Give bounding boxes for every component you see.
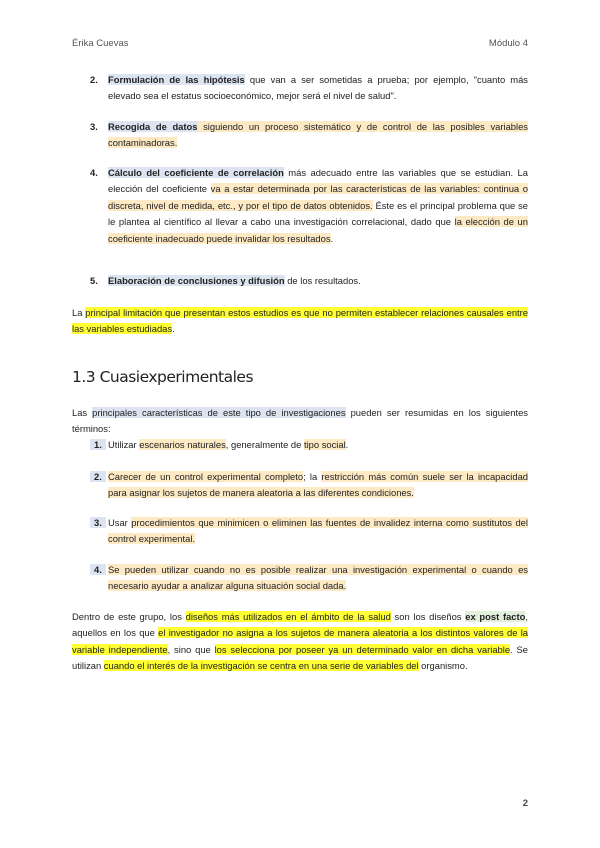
item-text: que van a ser sometidas a prueba; por ejemplo, "cuanto más elevado sea el estatus socioeconómico, mejor será el nivel de salud". bbox=[108, 74, 528, 102]
paragraph-text: organismo. bbox=[418, 660, 468, 672]
paragraph-text: Dentro de este grupo, los bbox=[72, 611, 186, 622]
item-highlight: tipo social bbox=[303, 439, 346, 450]
header-module: Módulo 4 bbox=[488, 38, 528, 49]
list-item bbox=[108, 562, 528, 595]
list-item bbox=[108, 515, 528, 548]
paragraph-text: son los diseños bbox=[390, 611, 466, 622]
paragraph-highlight: cuando el interés de la investigación se centra en una serie de variables del bbox=[103, 660, 419, 672]
paragraph-highlight: diseños más utilizados en el ámbito de la salud bbox=[185, 611, 391, 622]
paragraph-text: pueden ser resumidas en los siguientes términos: bbox=[72, 407, 528, 435]
paragraph-text: , sino que bbox=[167, 643, 215, 655]
list-number: 5. bbox=[90, 275, 98, 286]
list-item bbox=[108, 165, 528, 247]
item-text: más adecuado entre las variables que se estudian. La elección del coeficiente bbox=[108, 167, 528, 195]
paragraph-text: La bbox=[72, 307, 86, 318]
list-number-label: 3. bbox=[90, 517, 106, 528]
item-highlight: Se pueden utilizar cuando no es posible realizar una investigación experimental o cuando es necesario ayudar a analizar alguna situación social dada. bbox=[108, 564, 528, 592]
item-text: Utilizar bbox=[108, 439, 140, 450]
paragraph-text: Las bbox=[72, 407, 93, 418]
limitation-paragraph bbox=[72, 305, 528, 338]
item-text: . bbox=[345, 439, 349, 450]
item-title: Recogida de datos bbox=[108, 121, 198, 132]
item-highlight: suele ser la incapacidad para asignar los sujetos de manera aleatoria a las diferentes condiciones. bbox=[108, 471, 528, 499]
list-item bbox=[108, 437, 528, 453]
final-paragraph bbox=[72, 609, 528, 675]
section-title: 1.3 Cuasiexperimentales bbox=[72, 368, 254, 386]
item-highlight: va a estar determinada por las características de las variables: continua o discreta, nivel de medida, etc., y por el tipo de datos obtenidos. bbox=[108, 183, 529, 211]
item-text: , generalmente de bbox=[225, 439, 304, 450]
intro-paragraph bbox=[72, 405, 528, 438]
header-author: Érika Cuevas bbox=[72, 38, 129, 49]
item-title: Cálculo del coeficiente de correlación bbox=[108, 167, 284, 178]
page-number: 2 bbox=[522, 798, 528, 809]
list-number-label: 2. bbox=[90, 471, 106, 482]
paragraph-highlight: ex post facto bbox=[465, 611, 526, 622]
list-number: 3. bbox=[90, 121, 98, 132]
item-title: Formulación de las hipótesis bbox=[108, 74, 245, 85]
list-number-label: 4. bbox=[90, 564, 106, 575]
list-item bbox=[108, 119, 528, 152]
list-number: 2. bbox=[90, 74, 98, 85]
list-item bbox=[108, 273, 528, 289]
list-number bbox=[90, 469, 106, 485]
item-text: de los resultados. bbox=[284, 275, 361, 286]
list-number: 4. bbox=[90, 167, 98, 178]
paragraph-text: . bbox=[172, 323, 175, 335]
item-highlight: procedimientos que minimicen o eliminen las fuentes de invalidez interna como sustitutos del control experimental. bbox=[108, 517, 528, 545]
item-highlight: la elección de un coeficiente inadecuado puede invalidar los resultados bbox=[108, 216, 528, 244]
paragraph-highlight: principal limitación que presentan estos estudios es que no permiten establecer relaciones causales entre las variables estudiadas bbox=[72, 307, 528, 335]
paragraph-text: . Se utilizan bbox=[72, 643, 528, 672]
list-number bbox=[90, 515, 106, 531]
list-number-label: 1. bbox=[90, 439, 106, 450]
paragraph-highlight: los selecciona por poseer ya un determinado valor en dicha variable bbox=[214, 643, 511, 655]
item-text: Éste es el principal problema que se le plantea al científico al llevar a cabo una investigación correlacional, dado que bbox=[108, 199, 528, 228]
paragraph-highlight: el investigador no asigna a los sujetos de manera aleatoria a los distintos valores de la variable independiente bbox=[72, 627, 528, 655]
item-text: Usar bbox=[108, 517, 132, 528]
item-title: Elaboración de conclusiones y difusión bbox=[108, 275, 285, 286]
paragraph-highlight: principales características de este tipo de investigaciones bbox=[92, 407, 346, 418]
item-text: ; la bbox=[303, 471, 322, 482]
item-text: siguiendo un proceso sistemático y de control de las posibles variables contaminadoras. bbox=[108, 121, 528, 149]
item-highlight: escenarios naturales bbox=[139, 439, 226, 450]
item-highlight: restricción más común bbox=[321, 471, 419, 482]
list-number bbox=[90, 562, 106, 578]
list-item bbox=[108, 72, 528, 105]
paragraph-text: , aquellos en los que bbox=[72, 611, 528, 639]
list-number bbox=[90, 437, 106, 453]
item-highlight: Carecer de un control experimental completo bbox=[108, 471, 304, 482]
list-item bbox=[108, 469, 528, 502]
item-text: . bbox=[330, 232, 334, 244]
